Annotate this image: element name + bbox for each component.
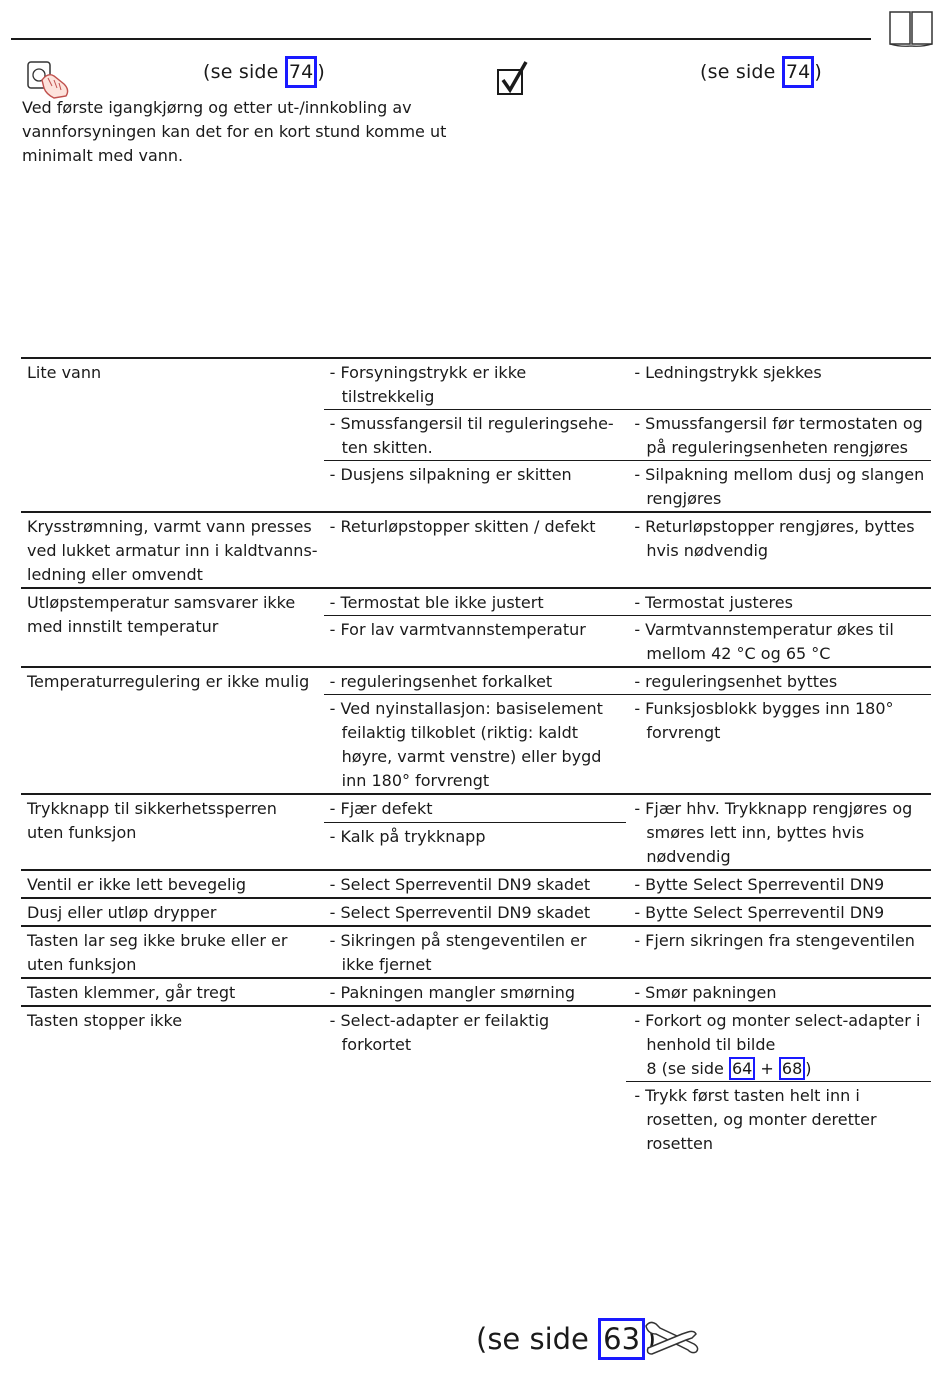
cause-cell: - Select Sperreventil DN9 skadet [329,875,591,894]
problem-cell: Tasten lar seg ikke bruke eller er uten funksjon [21,926,324,978]
tools-wrench-screwdriver-icon [642,1318,702,1358]
table-row [21,926,931,978]
footer-page-reference [476,1318,656,1360]
table-row [21,1006,931,1082]
cause-cell: - Kalk på trykknapp [329,827,486,846]
cause-cell: - Sikringen på stengeventilen er ikke fjernet [329,931,587,974]
remedy-cell: - Smussfangersil før termostaten og på reguleringsenheten rengjøres [634,414,923,457]
checkbox-checked-icon [496,60,530,98]
page-link-74[interactable]: 74 [782,56,815,88]
ref-suffix: ) [317,61,326,83]
remedy-cell: - Varmtvannstemperatur økes til mellom 42 °C og 65 °C [634,620,894,663]
remedy-cell: - Bytte Select Sperreventil DN9 [634,875,885,894]
table-row [21,978,931,1006]
remedy-cell [634,1009,925,1081]
table-row [21,512,931,588]
cause-cell: - reguleringsenhet forkalket [329,672,553,691]
remedy-cell: - Silpakning mellom dusj og slangen rengjøres [634,465,925,508]
problem-cell: Lite vann [21,358,324,512]
intro-text: Ved første igangkjørng og etter ut-/innkobling av vannforsyningen kan det for en kort stund komme ut minimalt med vann. [22,98,447,165]
page-link-64[interactable]: 64 [729,1057,755,1080]
problem-cell: Ventil er ikke lett bevegelig [21,870,324,898]
cause-cell: - Ved nyinstallasjon: basiselement feilaktig tilkoblet (riktig: kaldt høyre, varmt venstre) eller bygd inn 180° forvrengt [329,699,603,790]
ref-suffix: ) [645,1322,657,1356]
page-reference-right [700,56,822,88]
page-link-74[interactable]: 74 [285,56,318,88]
cause-cell: - Select-adapter er feilaktig forkortet [329,1011,550,1054]
remedy-cell: - Ledningstrykk sjekkes [634,363,822,382]
cause-cell: - Termostat ble ikke justert [329,593,544,612]
cause-cell: - Forsyningstrykk er ikke tilstrekkelig [329,363,527,406]
remedy-cell: - Termostat justeres [634,593,793,612]
remedy-cell: - Smør pakningen [634,983,777,1002]
header-rule [11,38,871,40]
cause-cell: - Smussfangersil til reguleringsehe-ten skitten. [329,414,614,457]
ref-prefix: (se side [700,61,782,83]
problem-cell: Krysstrømning, varmt vann presses ved lukket armatur inn i kaldtvanns-ledning eller omvendt [21,512,324,588]
hand-press-button-icon [24,58,72,100]
table-row [21,794,931,823]
problem-cell: Temperaturregulering er ikke mulig [21,667,324,794]
cause-cell: - Returløpstopper skitten / defekt [329,517,596,536]
manual-book-icon [888,10,934,48]
table-row [21,870,931,898]
table-row [21,898,931,926]
problem-cell: Utløpstemperatur samsvarer ikke med innstilt temperatur [21,588,324,667]
cause-cell: - Fjær defekt [329,799,433,818]
remedy-cell: - Returløpstopper rengjøres, byttes hvis nødvendig [634,517,915,560]
ref-suffix: ) [814,61,823,83]
remedy-cell: - Fjern sikringen fra stengeventilen [634,931,915,950]
cause-cell: - Select Sperreventil DN9 skadet [329,903,591,922]
cause-cell: - Dusjens silpakning er skitten [329,465,572,484]
problem-cell: Dusj eller utløp drypper [21,898,324,926]
table-row [21,358,931,410]
page-reference-left [203,56,325,88]
table-row [21,588,931,616]
remedy-text: - Forkort og monter select-adapter i henhold til bilde [634,1011,921,1054]
troubleshooting-table [21,357,931,1156]
page-link-63[interactable]: 63 [598,1318,645,1360]
cause-cell: - For lav varmtvannstemperatur [329,620,586,639]
remedy-cell: - Fjær hhv. Trykknapp rengjøres og smøres lett inn, byttes hvis nødvendig [634,799,913,866]
table-row [21,667,931,695]
page-link-68[interactable]: 68 [779,1057,805,1080]
remedy-cell: - Funksjosblokk bygges inn 180° forvrengt [634,699,894,742]
remedy-cell: - reguleringsenhet byttes [634,672,838,691]
remedy-cell: - Trykk først tasten helt inn i rosetten, og monter deretter rosetten [634,1086,877,1153]
remedy-ref-plus: + [755,1059,779,1078]
remedy-ref-prefix: 8 (se side [646,1059,729,1078]
problem-cell: Tasten klemmer, går tregt [21,978,324,1006]
ref-prefix: (se side [203,61,285,83]
problem-cell: Trykknapp til sikkerhetssperren uten funksjon [21,794,324,870]
problem-cell: Tasten stopper ikke [21,1006,324,1156]
cause-cell: - Pakningen mangler smørning [329,983,575,1002]
remedy-ref-suffix: ) [805,1059,812,1078]
ref-prefix: (se side [476,1322,599,1356]
remedy-cell: - Bytte Select Sperreventil DN9 [634,903,885,922]
